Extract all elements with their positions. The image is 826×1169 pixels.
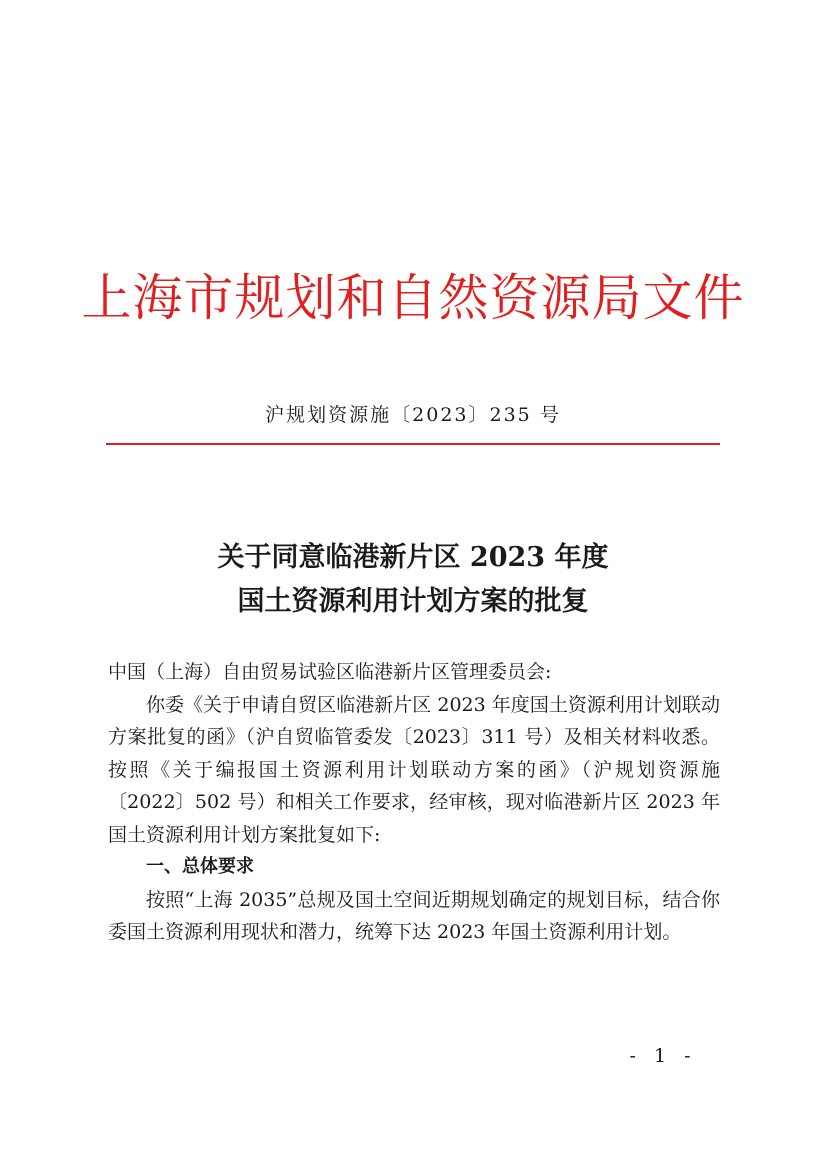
title-line-1: 关于同意临港新片区 2023 年度 [217, 542, 609, 573]
body-paragraph-1: 你委《关于申请自贸区临港新片区 2023 年度国土资源利用计划联动方案批复的函》（沪自贸临管委发〔2023〕311 号）及相关材料收悉。按照《关于编报国土资源利用计划联动方案的函》（沪规划资源施〔2022〕502 号）和相关工作要求，经审核，现对临港新片区 2023 年国土资源利用计划方案批复如下: [108, 693, 720, 846]
document-number: 沪规划资源施〔2023〕235 号 [265, 404, 561, 426]
body-paragraph-2: 按照“上海 2035”总规及国土空间近期规划确定的规划目标，结合你委国土资源利用现状和潜力，统筹下达 2023 年国土资源利用计划。 [108, 888, 720, 943]
title-line-2: 国土资源利用计划方案的批复 [237, 586, 589, 617]
red-divider-line [106, 443, 720, 445]
page-number: - 1 - [629, 1045, 697, 1067]
masthead-title: 上海市规划和自然资源局文件 [81, 269, 745, 327]
addressee: 中国（上海）自由贸易试验区临港新片区管理委员会: [108, 661, 552, 683]
section-heading-1: 一、总体要求 [146, 856, 254, 877]
document-title [0, 536, 826, 624]
document-body [108, 656, 720, 949]
